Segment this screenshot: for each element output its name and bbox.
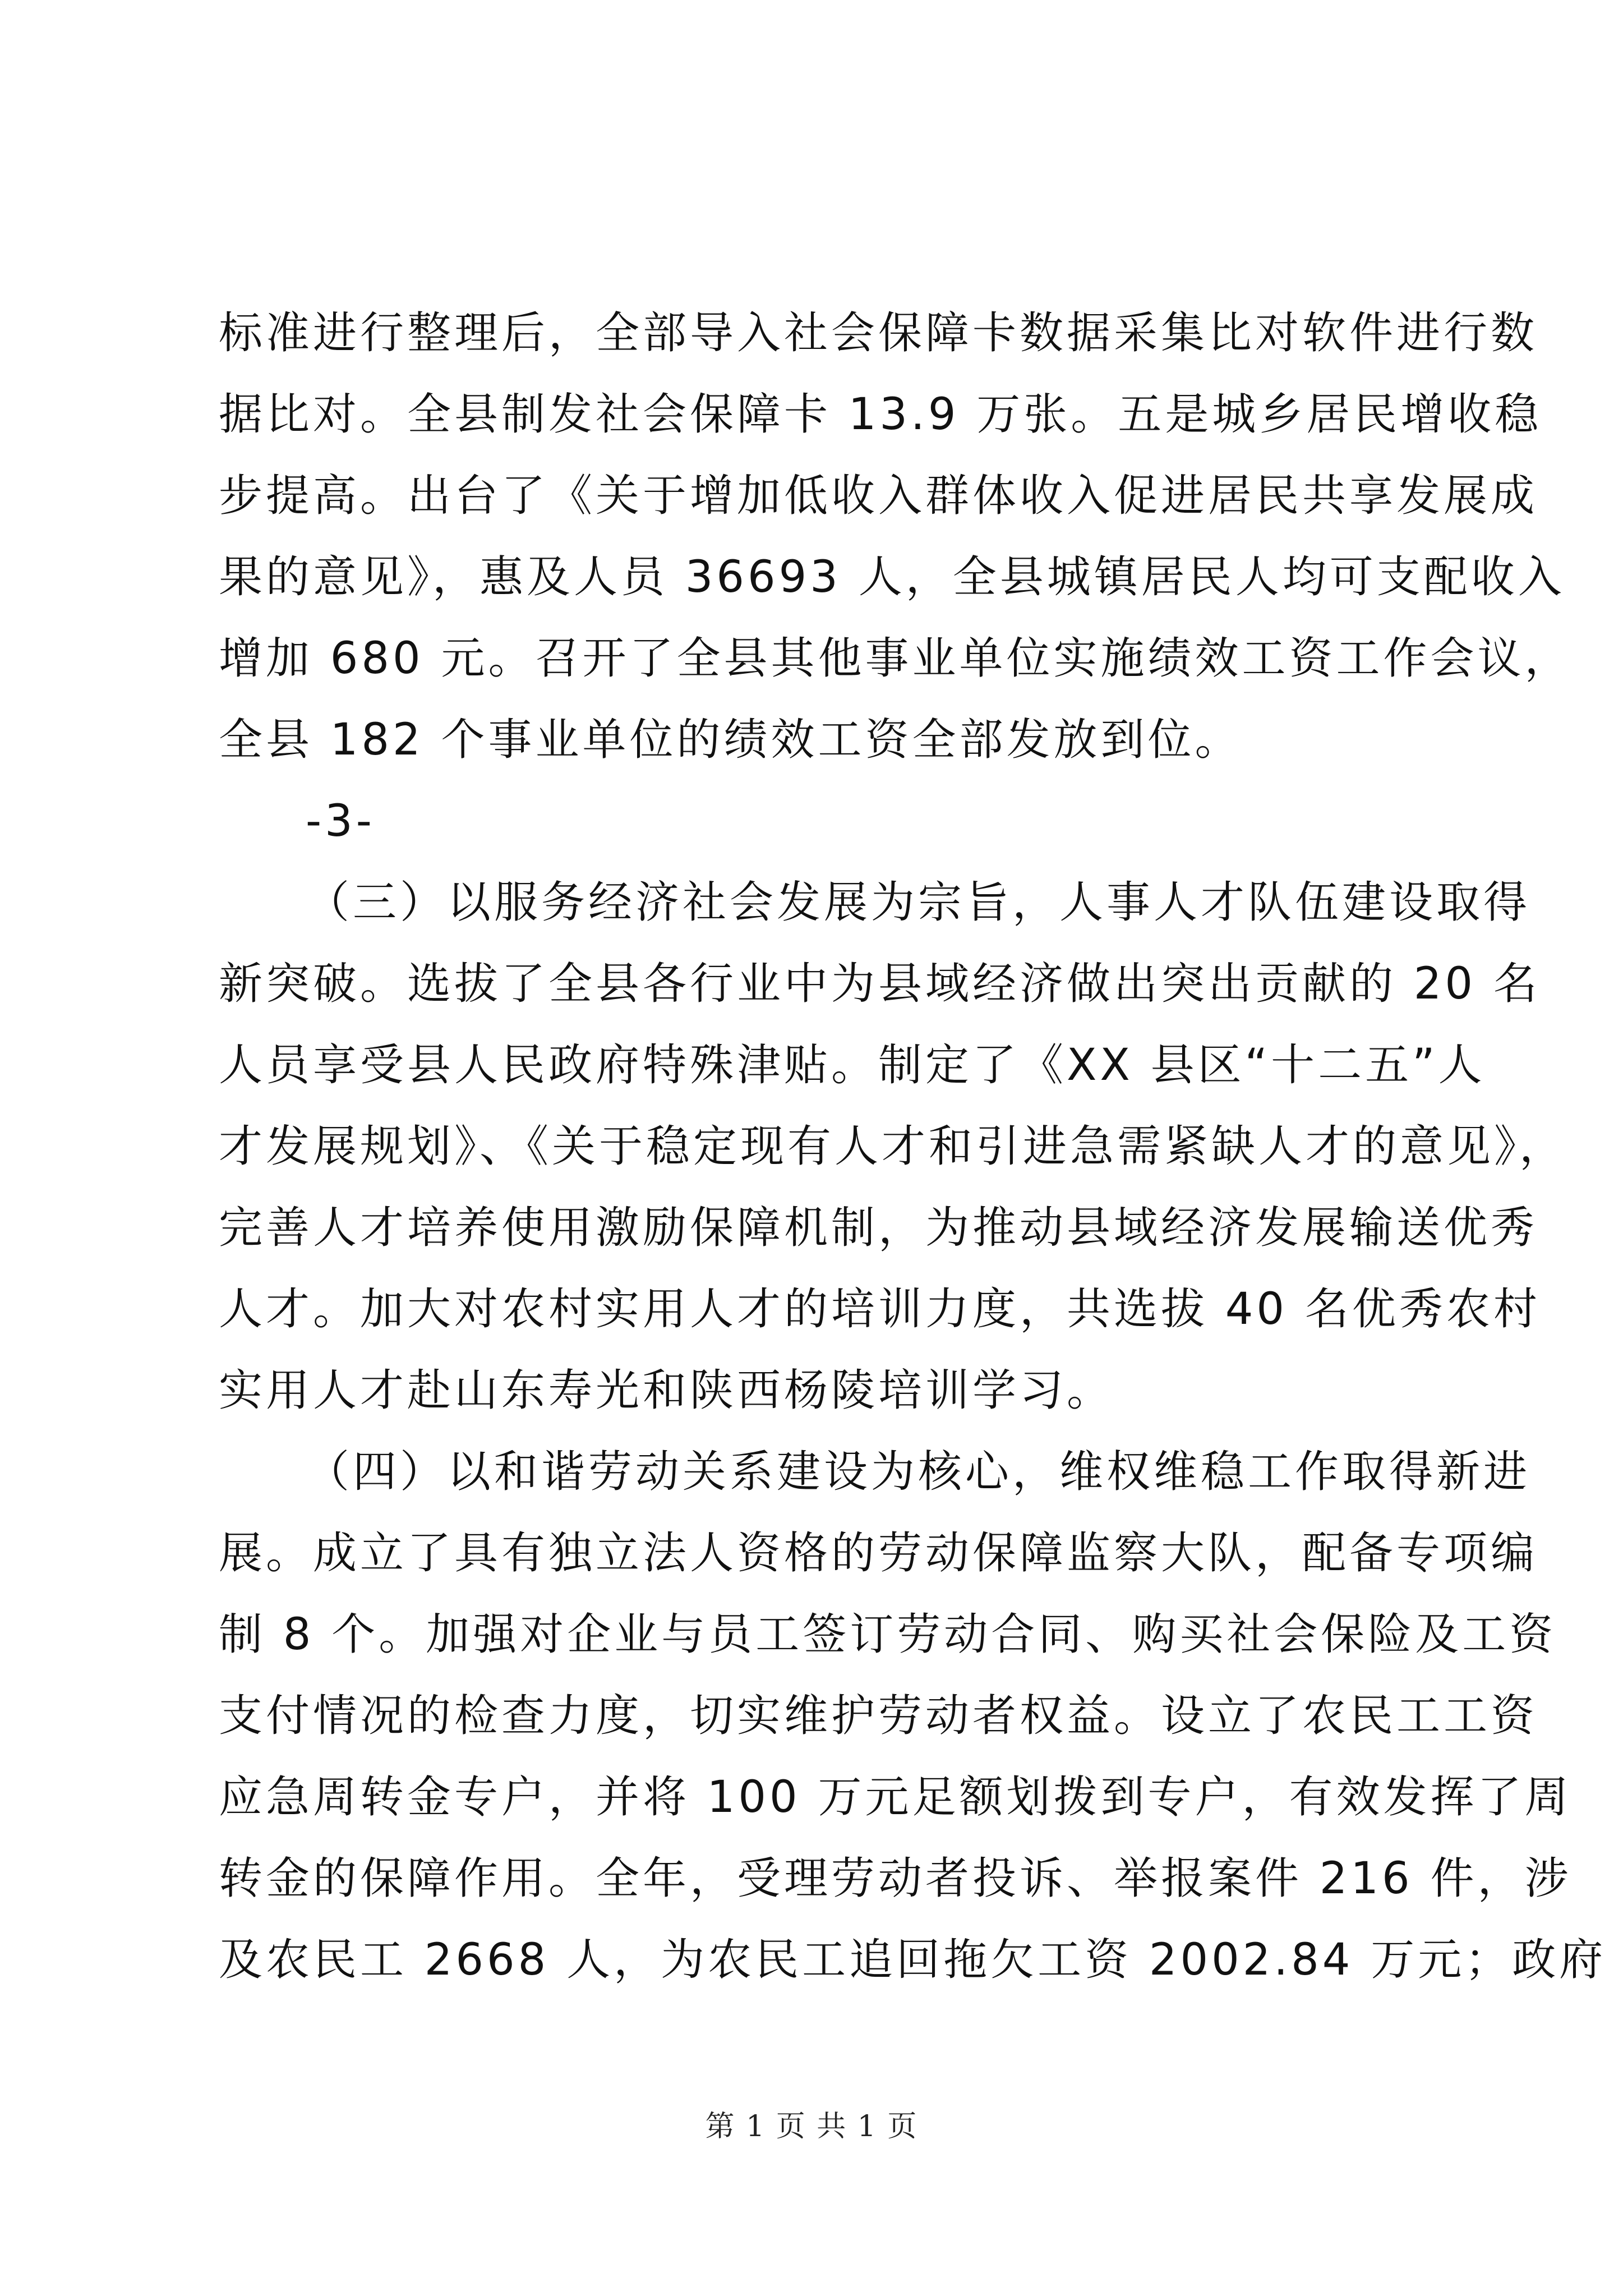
body-line: 应急周转金专户，并将 100 万元足额划拨到专户，有效发挥了周 (219, 1772, 1572, 1823)
page-footer: 第 1 页 共 1 页 (705, 2110, 918, 2143)
body-line: 全县 182 个事业单位的绩效工资全部发放到位。 (219, 715, 1242, 765)
body-line: 步提高。出台了《关于增加低收入群体收入促进居民共享发展成 (219, 471, 1538, 521)
body-line: 人才。加大对农村实用人才的培训力度，共选拔 40 名优秀农村 (219, 1284, 1541, 1335)
page-marker: -3- (306, 796, 375, 846)
body-line: 展。成立了具有独立法人资格的劳动保障监察大队，配备专项编 (219, 1528, 1538, 1579)
body-line: 据比对。全县制发社会保障卡 13.9 万张。五是城乡居民增收稳 (219, 389, 1542, 440)
body-line: 制 8 个。加强对企业与员工签订劳动合同、购买社会保险及工资 (219, 1609, 1557, 1660)
body-line: 完善人才培养使用激励保障机制，为推动县域经济发展输送优秀 (219, 1203, 1538, 1253)
body-line: 新突破。选拔了全县各行业中为县域经济做出突出贡献的 20 名 (219, 959, 1541, 1009)
body-line: 实用人才赴山东寿光和陕西杨陵培训学习。 (219, 1365, 1114, 1416)
section-heading-line: （三）以服务经济社会发展为宗旨，人事人才队伍建设取得 (306, 877, 1531, 928)
body-line: 标准进行整理后，全部导入社会保障卡数据采集比对软件进行数 (219, 308, 1538, 358)
body-line: 果的意见》，惠及人员 36693 人，全县城镇居民人均可支配收入 (219, 552, 1565, 602)
body-line: 增加 680 元。召开了全县其他事业单位实施绩效工资工作会议， (219, 633, 1572, 684)
body-line: 转金的保障作用。全年，受理劳动者投诉、举报案件 216 件，涉 (219, 1853, 1572, 1904)
body-line: 才发展规划》、《关于稳定现有人才和引进急需紧缺人才的意见》， (219, 1121, 1567, 1172)
body-line: 人员享受县人民政府特殊津贴。制定了《XX 县区“十二五”人 (219, 1040, 1486, 1091)
section-heading-line: （四）以和谐劳动关系建设为核心，维权维稳工作取得新进 (306, 1447, 1531, 1497)
body-line: 及农民工 2668 人，为农民工追回拖欠工资 2002.84 万元；政府 (219, 1935, 1607, 1985)
body-line: 支付情况的检查力度，切实维护劳动者权益。设立了农民工工资 (219, 1691, 1538, 1741)
